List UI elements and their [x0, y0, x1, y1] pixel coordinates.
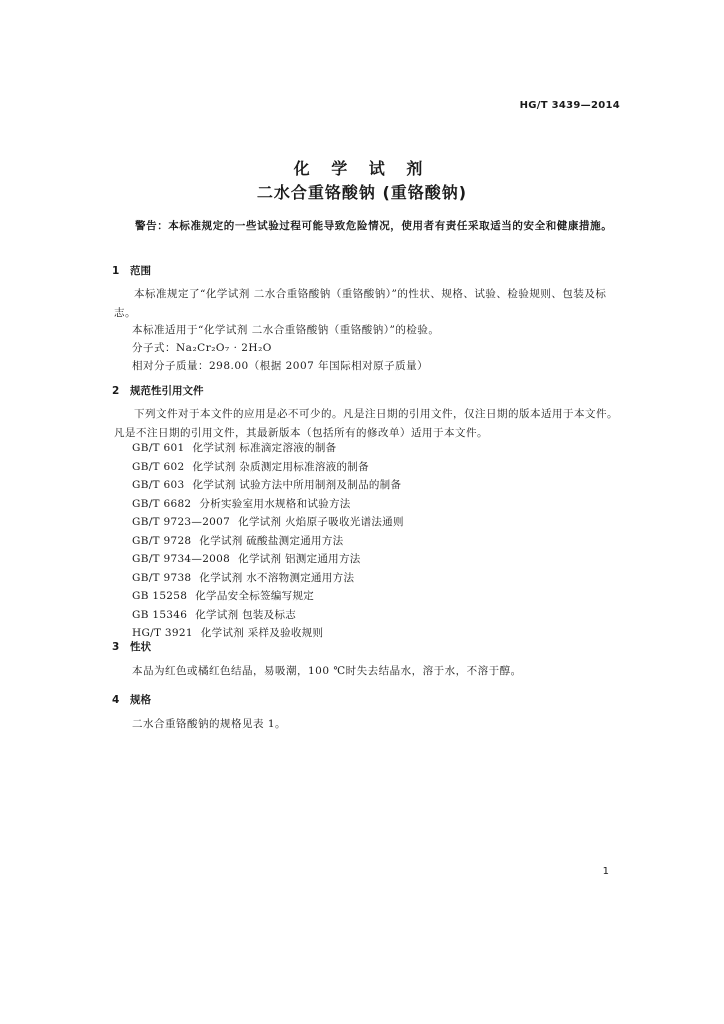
- reference-item: [132, 532, 404, 551]
- reference-title: 化学品安全标签编写规定: [195, 590, 315, 602]
- section-number: 3: [112, 641, 120, 653]
- reference-code: GB 15346: [132, 608, 188, 621]
- section-number: 4: [112, 694, 120, 706]
- section-number: 2: [112, 385, 120, 397]
- reference-title: 化学试剂 杂质测定用标准溶液的制备: [192, 460, 369, 473]
- reference-item: [132, 458, 404, 477]
- section-title: 范围: [130, 265, 151, 277]
- reference-code: GB/T 6682: [132, 497, 192, 510]
- section-title: 性状: [130, 641, 151, 653]
- section-4-heading: [112, 692, 151, 707]
- normative-references-list: [132, 439, 404, 643]
- reference-item: [132, 624, 404, 643]
- reference-code: GB 15258: [132, 590, 188, 602]
- document-title-line2: 二水合重铬酸钠 (重铬酸钠): [256, 183, 468, 202]
- reference-code: HG/T 3921: [132, 627, 193, 639]
- reference-item: [132, 439, 404, 458]
- reference-code: GB/T 603: [132, 479, 185, 491]
- reference-code: GB/T 9728: [132, 534, 192, 547]
- reference-code: GB/T 9734—2008: [132, 553, 231, 565]
- reference-title: 化学试剂 铝测定通用方法: [238, 553, 361, 565]
- safety-warning: 警告：本标准规定的一些试验过程可能导致危险情况，使用者有责任采取适当的安全和健康措施。: [135, 220, 613, 232]
- section-2-heading: [112, 383, 204, 398]
- document-title-line1: 化 学 试 剂: [293, 159, 431, 178]
- reference-item: [132, 495, 404, 514]
- section-3-properties-text: 本品为红色或橘红色结晶，易吸潮，100 ℃时失去结晶水，溶于水，不溶于醇。: [132, 665, 522, 677]
- section-1-heading: [112, 263, 151, 278]
- standard-number: HG/T 3439—2014: [519, 100, 620, 111]
- reference-item: [132, 569, 404, 588]
- reference-code: GB/T 602: [132, 460, 185, 473]
- reference-item: [132, 606, 404, 625]
- reference-title: 化学试剂 硫酸盐测定通用方法: [199, 534, 344, 547]
- section-number: 1: [112, 265, 120, 277]
- reference-title: 化学试剂 标准滴定溶液的制备: [192, 442, 337, 454]
- molecular-formula: 分子式：Na₂Cr₂O₇ · 2H₂O: [132, 342, 272, 354]
- reference-title: 化学试剂 包装及标志: [195, 608, 297, 621]
- section-2-intro: 下列文件对于本文件的应用是必不可少的。凡是注日期的引用文件，仅注日期的版本适用于本文件。凡是不注日期的引用文件，其最新版本（包括所有的修改单）适用于本文件。: [114, 408, 618, 439]
- reference-title: 分析实验室用水规格和试验方法: [199, 497, 351, 510]
- relative-molecular-mass: 相对分子质量：298.00（根据 2007 年国际相对原子质量）: [132, 360, 429, 372]
- reference-title: 化学试剂 水不溶物测定通用方法: [199, 571, 355, 584]
- reference-item: [132, 513, 404, 532]
- reference-code: GB/T 9723—2007: [132, 516, 231, 528]
- reference-code: GB/T 601: [132, 442, 185, 454]
- section-title: 规格: [130, 694, 151, 706]
- section-1-applicability: 本标准适用于“化学试剂 二水合重铬酸钠（重铬酸钠）”的检验。: [132, 324, 440, 336]
- section-title: 规范性引用文件: [130, 385, 204, 397]
- section-4-specification-text: 二水合重铬酸钠的规格见表 1。: [132, 718, 287, 730]
- page-number: 1: [602, 866, 609, 877]
- section-3-heading: [112, 639, 151, 654]
- reference-title: 化学试剂 试验方法中所用制剂及制品的制备: [192, 479, 402, 491]
- reference-code: GB/T 9738: [132, 571, 192, 584]
- section-1-scope-paragraph: 本标准规定了“化学试剂 二水合重铬酸钠（重铬酸钠）”的性状、规格、试验、检验规则、包装及标志。: [114, 288, 607, 319]
- reference-title: 化学试剂 火焰原子吸收光谱法通则: [238, 516, 404, 528]
- reference-item: [132, 476, 404, 495]
- reference-item: [132, 550, 404, 569]
- reference-title: 化学试剂 采样及验收规则: [200, 627, 324, 639]
- reference-item: [132, 587, 404, 606]
